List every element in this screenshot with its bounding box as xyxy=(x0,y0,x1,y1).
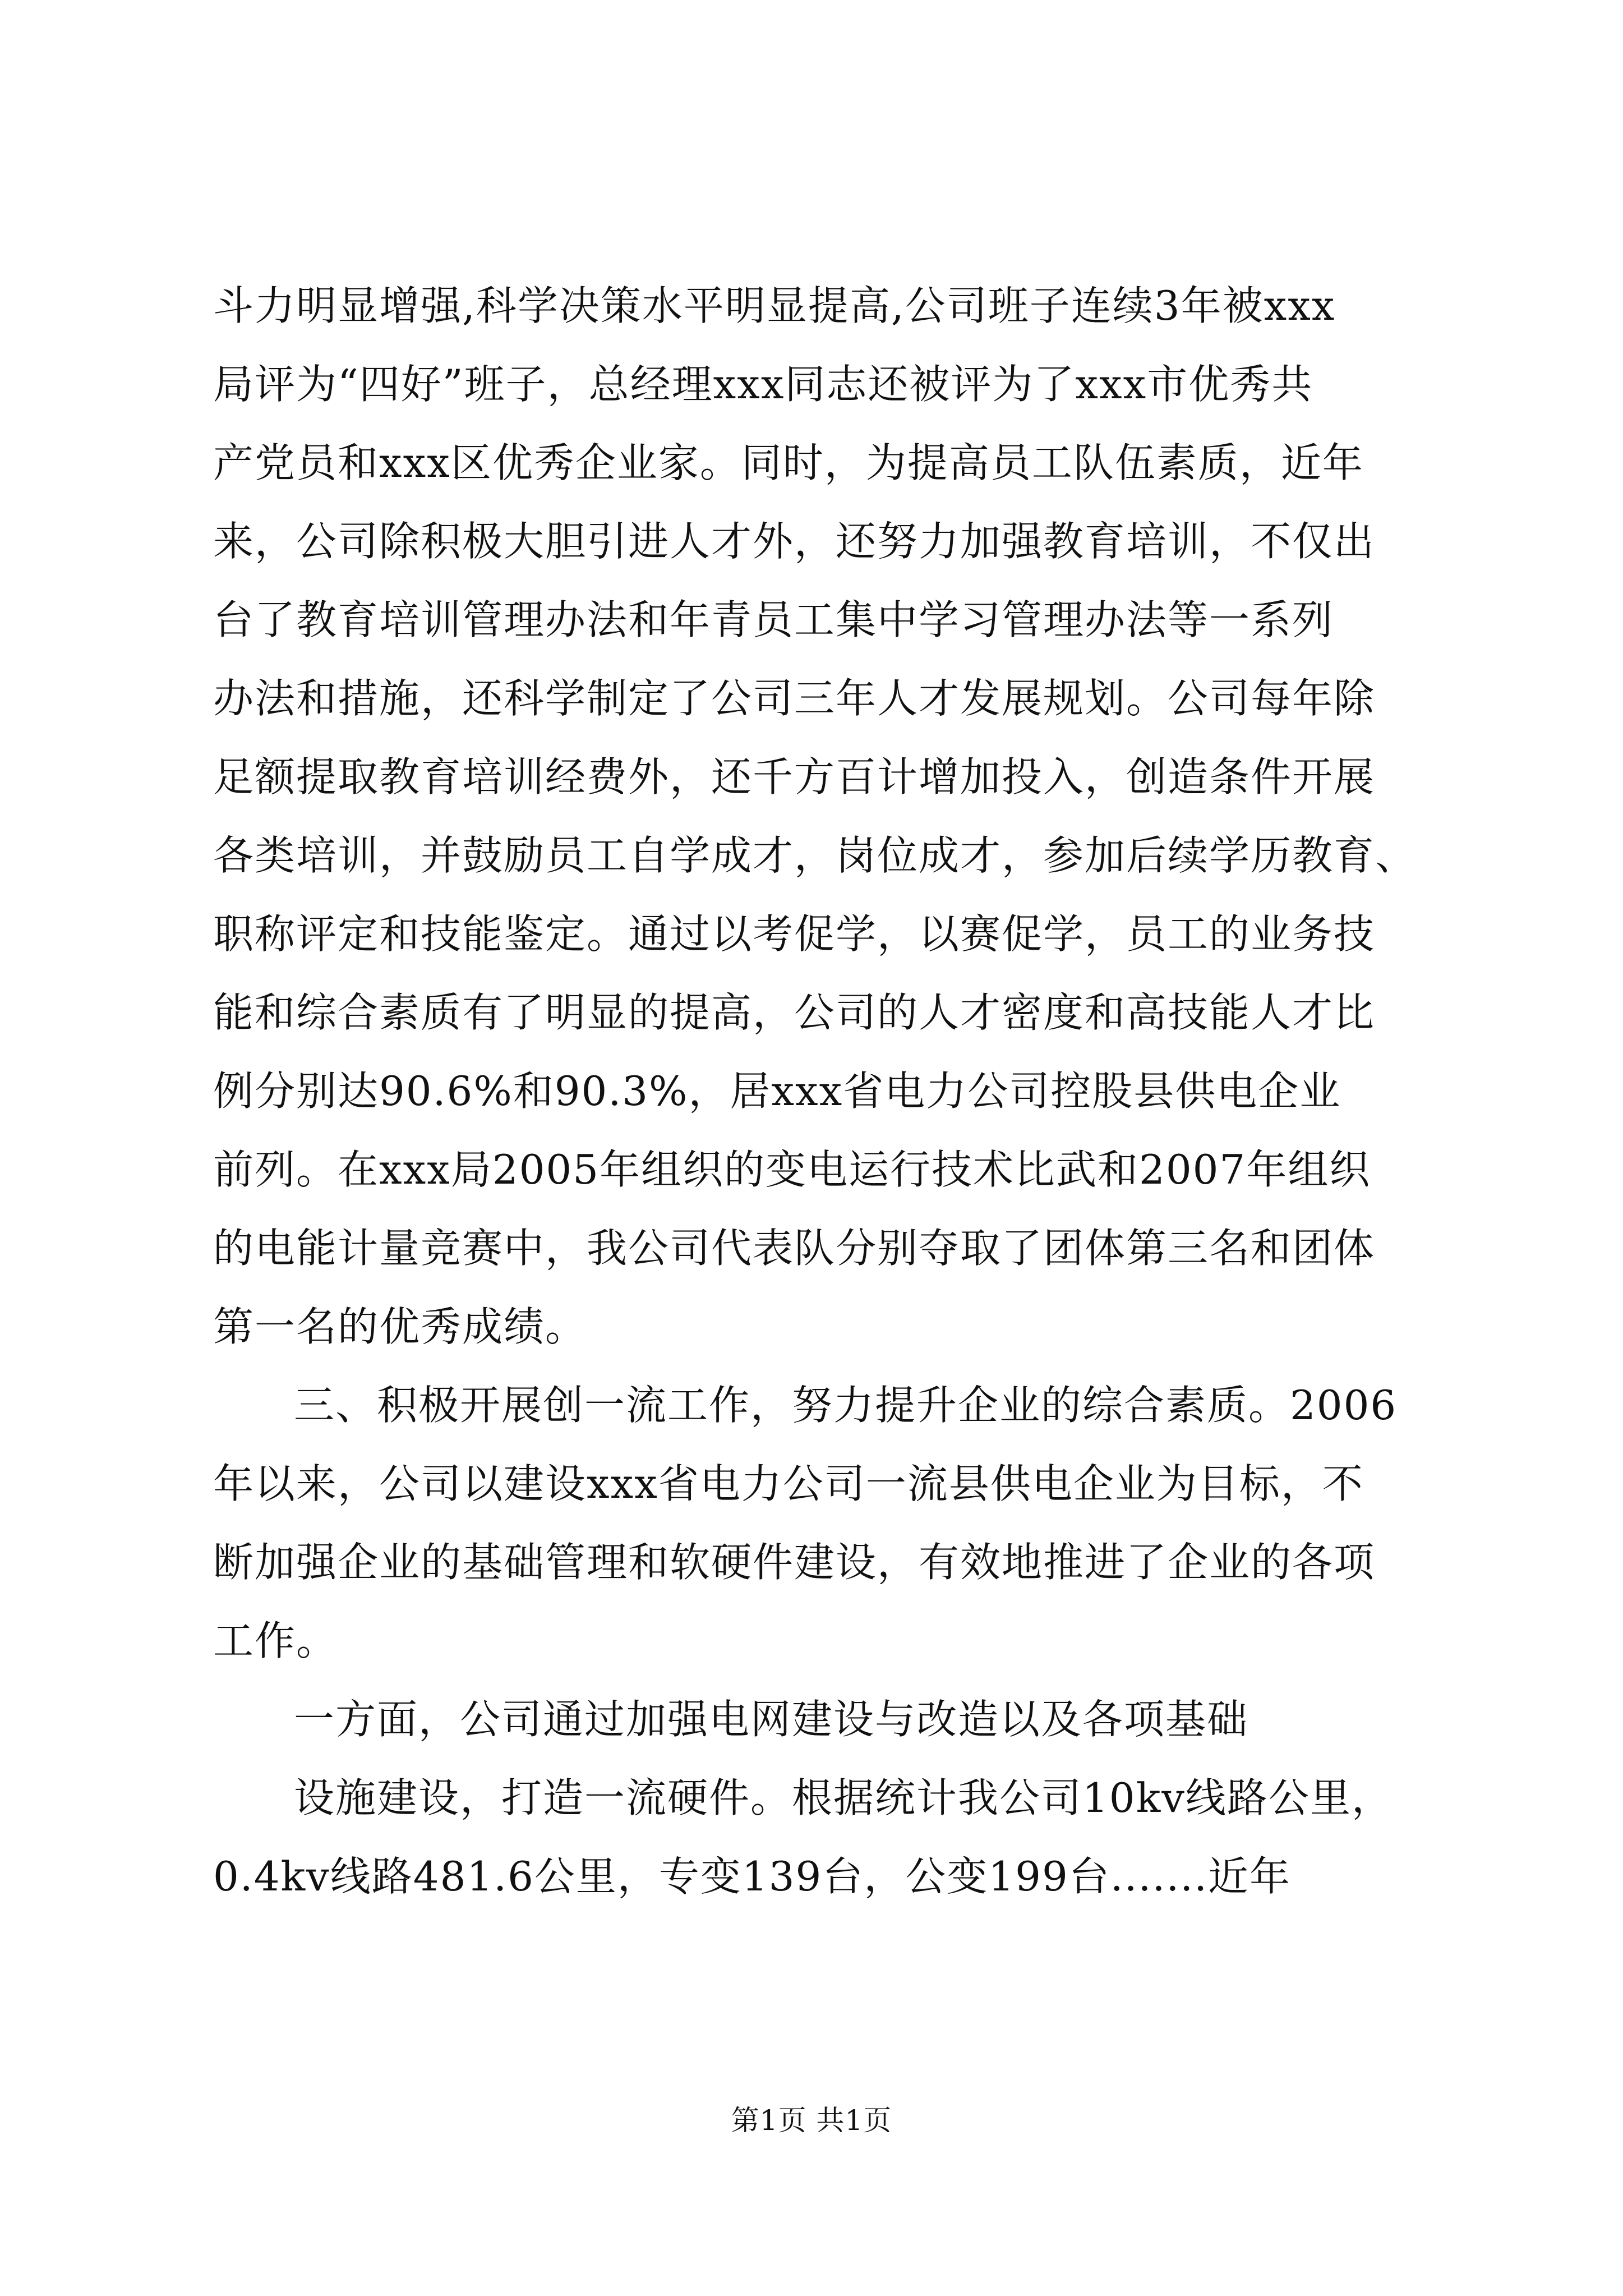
text-line: 来，公司除积极大胆引进人才外，还努力加强教育培训，不仅出 xyxy=(213,518,1376,565)
text-line: 0.4kv线路481.6公里，专变139台，公变199台.......近年 xyxy=(213,1853,1291,1900)
text-line: 足额提取教育培训经费外，还千方百计增加投入，创造条件开展 xyxy=(213,753,1376,800)
text-line: 职称评定和技能鉴定。通过以考促学，以赛促学，员工的业务技 xyxy=(213,910,1376,958)
text-line: 前列。在xxx局2005年组织的变电运行技术比武和2007年组织 xyxy=(213,1146,1371,1193)
text-line: 办法和措施，还科学制定了公司三年人才发展规划。公司每年除 xyxy=(213,675,1376,722)
body-text xyxy=(213,266,1424,1916)
text-line: 断加强企业的基础管理和软硬件建设，有效地推进了企业的各项 xyxy=(213,1539,1376,1586)
text-line: 年以来，公司以建设xxx省电力公司一流县供电企业为目标，不 xyxy=(213,1460,1364,1507)
text-line: 台了教育培训管理办法和年青员工集中学习管理办法等一系列 xyxy=(213,596,1334,643)
text-line: 各类培训，并鼓励员工自学成才，岗位成才，参加后续学历教育、 xyxy=(213,832,1417,879)
text-line: 产党员和xxx区优秀企业家。同时，为提高员工队伍素质，近年 xyxy=(213,439,1364,486)
text-line: 三、积极开展创一流工作，努力提升企业的综合素质。2006 xyxy=(294,1382,1398,1429)
text-line: 工作。 xyxy=(213,1617,338,1664)
text-line: 第一名的优秀成绩。 xyxy=(213,1303,587,1350)
text-line: 能和综合素质有了明显的提高，公司的人才密度和高技能人才比 xyxy=(213,989,1376,1036)
page-footer: 第1页 共1页 xyxy=(731,2104,892,2137)
text-line: 局评为“四好”班子，总经理xxx同志还被评为了xxx市优秀共 xyxy=(213,361,1313,408)
text-line: 的电能计量竞赛中，我公司代表队分别夺取了团体第三名和团体 xyxy=(213,1225,1376,1272)
text-line: 斗力明显增强,科学决策水平明显提高,公司班子连续3年被xxx xyxy=(213,282,1336,329)
text-line: 例分别达90.6%和90.3%，居xxx省电力公司控股县供电企业 xyxy=(213,1068,1341,1115)
text-line: 一方面，公司通过加强电网建设与改造以及各项基础 xyxy=(294,1696,1249,1743)
text-line: 设施建设，打造一流硬件。根据统计我公司10kv线路公里， xyxy=(294,1774,1393,1821)
